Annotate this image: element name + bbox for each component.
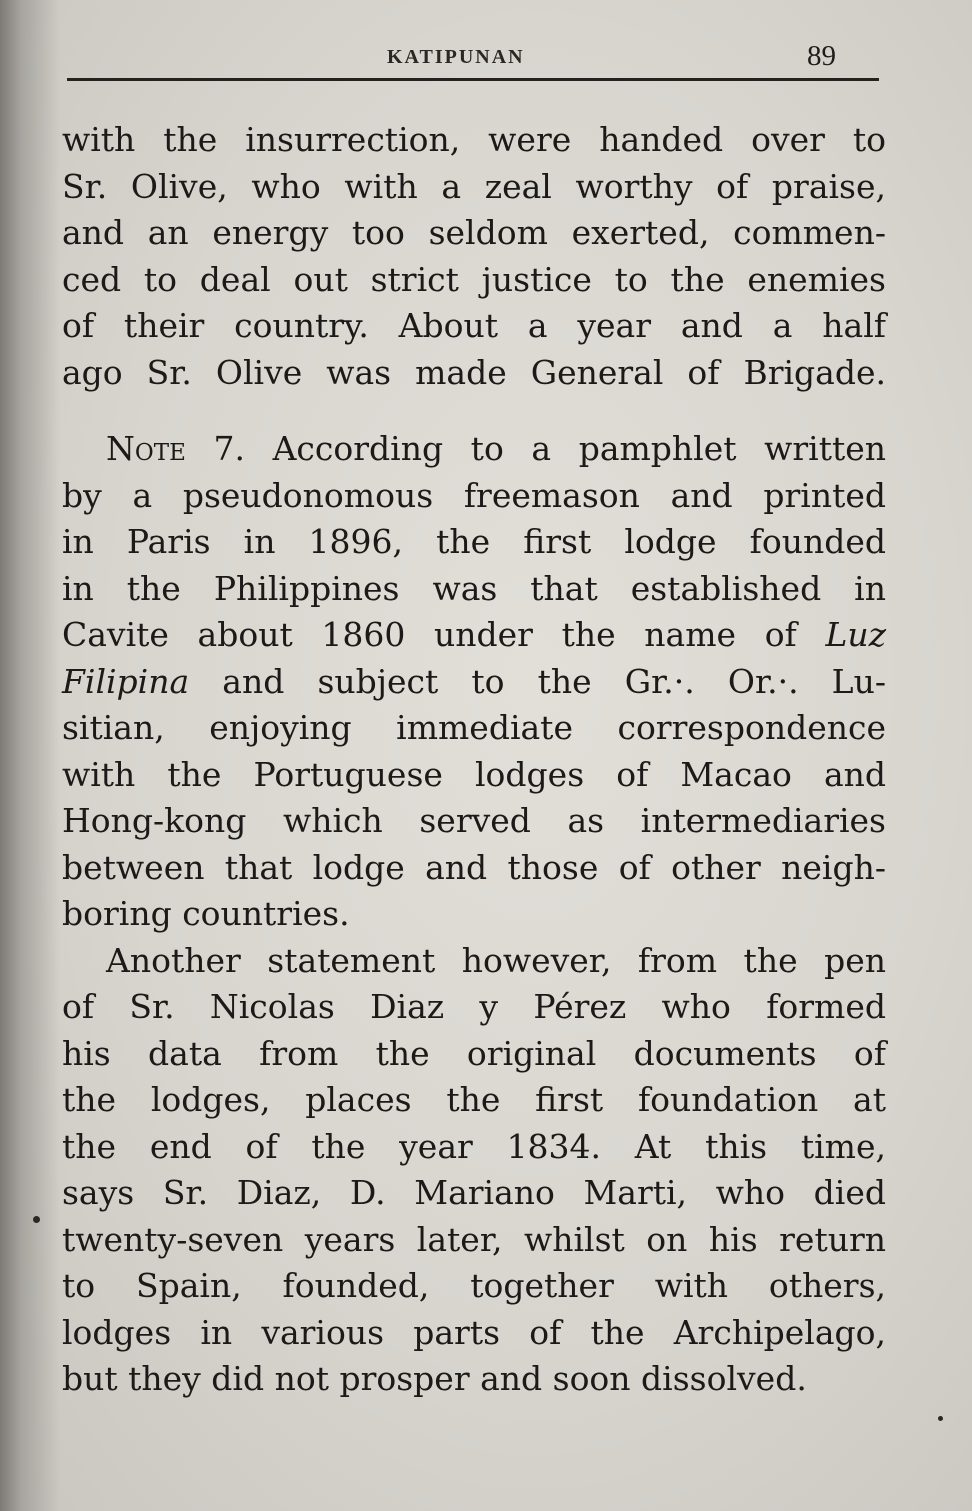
running-head: [67, 40, 879, 82]
text-line: the lodges, places the first foundation at: [62, 1080, 886, 1119]
text-line: but they did not prosper and soon dissolved.: [62, 1359, 807, 1398]
header-rule: [67, 78, 879, 81]
text-line: sitian, enjoying immediate correspondence: [62, 708, 886, 747]
ink-speck: [33, 1216, 40, 1223]
note-first-line: According to a pamphlet written: [272, 429, 886, 468]
body-text: [62, 117, 886, 1403]
text-line: of their country. About a year and a half: [62, 306, 886, 345]
lodge-name-part1: Luz: [825, 615, 886, 654]
page-number: 89: [807, 40, 836, 72]
text-line: and an energy too seldom exerted, commen-: [62, 213, 886, 252]
text-line: his data from the original documents of: [62, 1033, 886, 1073]
paragraph-olive: [62, 117, 886, 396]
text-line: of Sr. Nicolas Diaz y Pérez who formed: [62, 987, 886, 1026]
text-line: with the insurrection, were handed over to: [62, 120, 886, 159]
text-line: boring countries.: [62, 894, 350, 933]
cavite-text: Cavite about 1860 under the name of: [62, 615, 797, 654]
text-line: [62, 659, 886, 706]
paragraph-diaz: [62, 938, 886, 1403]
text-line: [62, 612, 886, 659]
text-line: with the Portuguese lodges of Macao and: [62, 754, 886, 794]
text-line: says Sr. Diaz, D. Mariano Marti, who died: [62, 1173, 886, 1212]
text-line: [62, 426, 886, 473]
text-line: between that lodge and those of other neigh-: [62, 847, 886, 887]
text-line: lodges in various parts of the Archipelago,: [62, 1312, 886, 1352]
lodge-name-part2: Filipina: [62, 661, 190, 701]
text-line: twenty-seven years later, whilst on his return: [62, 1219, 886, 1259]
note-label: Note 7.: [106, 429, 245, 468]
text-line: in the Philippines was that established in: [62, 568, 886, 608]
text-line: by a pseudonomous freemason and printed: [62, 475, 886, 515]
paragraph-gap: [62, 396, 886, 426]
text-line: Sr. Olive, who with a zeal worthy of praise,: [62, 166, 886, 206]
text-line: in Paris in 1896, the first lodge founded: [62, 522, 886, 561]
text-line: ced to deal out strict justice to the enemies: [62, 259, 886, 299]
text-line: Another statement however, from the pen: [106, 940, 886, 980]
line-rest: and subject to the Gr.·. Or.·. Lu-: [222, 661, 886, 701]
text-line: Hong-kong which served as intermediaries: [62, 801, 886, 840]
running-title: KATIPUNAN: [387, 46, 525, 68]
text-line: the end of the year 1834. At this time,: [62, 1126, 886, 1166]
ink-speck: [938, 1416, 943, 1421]
note-7: [62, 426, 886, 938]
text-line: to Spain, founded, together with others,: [62, 1266, 886, 1305]
text-line: ago Sr. Olive was made General of Brigade.: [62, 352, 886, 392]
spine-shadow: [0, 0, 60, 1511]
